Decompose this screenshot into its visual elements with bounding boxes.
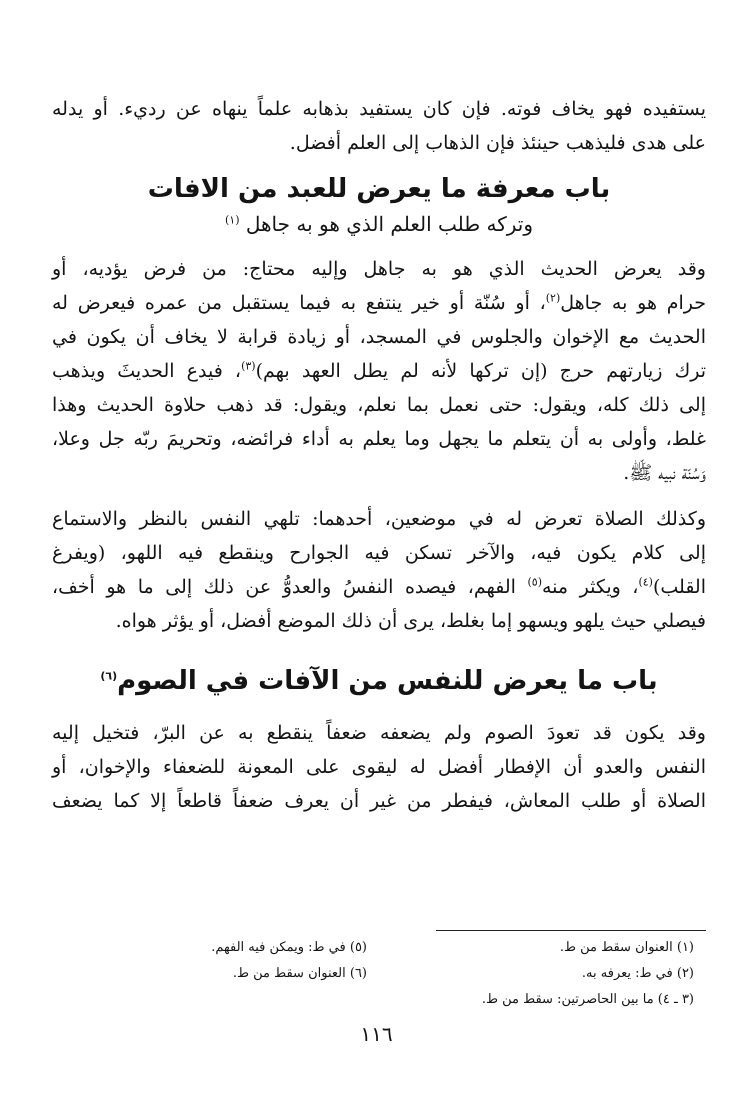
intro-paragraph: [52, 92, 706, 160]
footnote-marker: (١): [224, 213, 240, 227]
text-line: إلى كلام يكون فيه، والآخر تسكن فيه الجوارح وينقطع فيه اللهو، (ويفرغ: [52, 542, 706, 564]
text-line: القلب)$^{(٤)}$، ويكثر منه$^{(٥)}$ الفهم، فيصده النفسُ والعدوُّ عن ذلك إلى ما هو أخف،: [52, 575, 706, 598]
paragraph: [52, 502, 706, 638]
footnote: (١) العنوان سقط من ط.: [559, 940, 694, 955]
page-body: [52, 92, 706, 818]
section-subtitle: [52, 212, 706, 236]
section-title: باب معرفة ما يعرض للعبد من الافات: [147, 174, 611, 204]
text-line: على هدى فليذهب حينئذ فإن الذهاب إلى العلم أفضل.: [289, 132, 706, 154]
text-line: ترك زيارتهم حرج (إن تركها لأنه لم يطل العهد بهم)$^{(٣)}$، فيدع الحديثَ ويذهب: [52, 359, 706, 382]
text-line: وَسُنّة نبيه ﷺ.: [623, 462, 706, 484]
footnote: (٦) العنوان سقط من ط.: [232, 966, 367, 981]
footnote-marker: (٢): [545, 291, 561, 305]
paragraph: [52, 716, 706, 818]
text-line: وقد يكون قد تعودَ الصوم ولم يضعفه ضعفاً ينقطع به عن البرّ، فتخيل إليه: [52, 722, 706, 744]
footnotes: [52, 930, 706, 1013]
text-line: إلى ذلك كله، ويقول: حتى نعمل بما نعلم، ويقول: قد ذهب حلاوة الحديث وهذا: [52, 394, 706, 416]
text-line: وكذلك الصلاة تعرض له في موضعين، أحدهما: تلهي النفس بالنظر والاستماع: [52, 508, 706, 530]
footnote-marker: (٤): [638, 575, 653, 589]
subtitle-text: وتركه طلب العلم الذي هو به جاهل: [245, 212, 534, 236]
footnote: (٢) في ط: يعرفه به.: [581, 966, 694, 981]
text-line: فيصلي حيث يلهو ويسهو إما بغلط، يرى أن ذلك الموضع أفضل، أو يؤثر هواه.: [115, 610, 706, 632]
text-line: الحديث مع الإخوان والجلوس في المسجد، أو زيادة قرابة لا يخاف أن يكون في: [52, 326, 706, 348]
footnote: (٥) في ط: ويمكن فيه الفهم.: [211, 940, 367, 955]
footnote-marker: (٣): [241, 359, 256, 373]
text-line: وقد يعرض الحديث الذي هو به جاهل وإليه محتاج: من فرض يؤديه، أو: [52, 258, 706, 280]
text-line: الصلاة أو طلب المعاش، فيفطر من غير أن يعرف ضعفاً قاطعاً إلا كما يضعف: [52, 790, 706, 812]
footnote: (٣ ـ ٤) ما بين الحاصرتين: سقط من ط.: [481, 992, 694, 1007]
footnote-marker: (٥): [527, 575, 542, 589]
text-line: يستفيده فهو يخاف فوته. فإن كان يستفيد بذهابه علماً ينهاه عن رديء. أو يدله: [52, 98, 706, 120]
text-line: حرام هو به جاهل$^{(٢)}$، أو سُنّة أو خير ينتفع به فيما يستقبل من عمره فيعرض له: [52, 291, 706, 314]
text-line: غلط، وأولى به أن يتعلم ما يجهل وما يعلم به أداء فرائضه، وتحريمَ ربّه جل وعلا،: [52, 428, 706, 450]
footnote-divider: [436, 930, 706, 931]
page-number: ١١٦: [360, 1022, 393, 1046]
text-line: النفس والعدو أن الإفطار أفضل له ليقوى على المعونة للضعفاء والإخوان، أو: [52, 756, 706, 778]
footnote-marker: (٦): [100, 669, 118, 683]
section-title: باب ما يعرض للنفس من الآفات في الصوم$^{(٦)}$: [100, 666, 658, 696]
paragraph: [52, 252, 706, 490]
